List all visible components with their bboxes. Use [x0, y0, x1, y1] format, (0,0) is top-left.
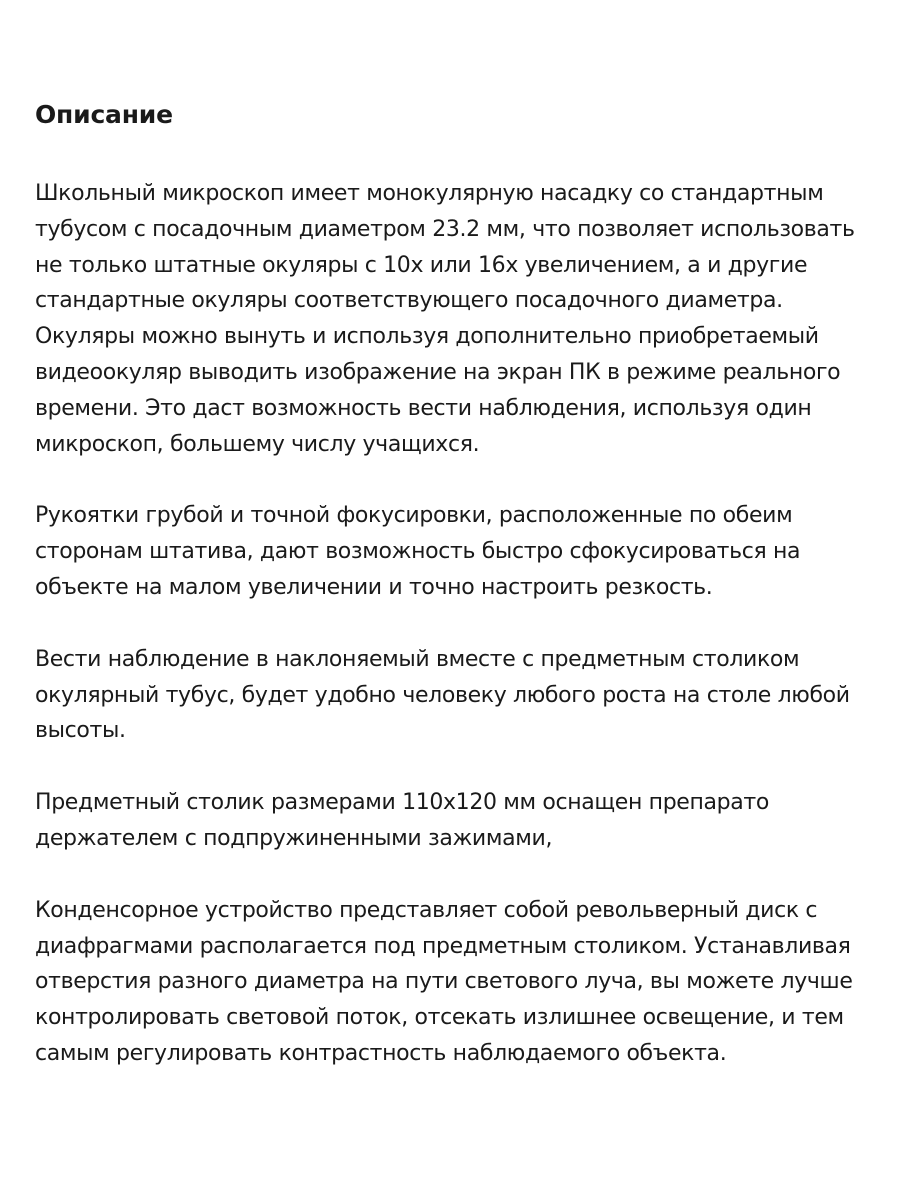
paragraph-condenser: Конденсорное устройство представляет собой револьверный диск с диафрагмами располагается под предметным столиком. Устанавливая отверстия разного диаметра на пути светового луча, вы можете лучше контролировать световой поток, отсекать излишнее освещение, и тем самым регулировать контрастность наблюдаемого объекта. — [35, 897, 853, 1066]
paragraph-eyepiece-tube: Школьный микроскоп имеет монокулярную насадку со стандартным тубусом с посадочным диаметром 23.2 мм, что позволяет использовать не только штатные окуляры с 10х или 16х увеличением, а и другие стандартные окуляры соответствующего посадочного диаметра. Окуляры можно вынуть и используя дополнительно приобретаемый видеоокуляр выводить изображение на экран ПК в режиме реального времени. Это даст возможность вести наблюдения, используя один микроскоп, большему числу учащихся. — [35, 181, 855, 457]
description-title: Описание — [35, 100, 173, 129]
paragraph-focusing-knobs: Рукоятки грубой и точной фокусировки, расположенные по обеим сторонам штатива, дают возможность быстро сфокусироваться на объекте на малом увеличении и точно настроить резкость. — [35, 503, 801, 600]
paragraph-tilting-tube: Вести наблюдение в наклоняемый вместе с предметным столиком окулярный тубус, будет удобно человеку любого роста на столе любой высоты. — [35, 646, 850, 744]
paragraph-specimen-stage: Предметный столик размерами 110х120 мм оснащен препарато держателем с подпружиненными зажимами, — [35, 790, 769, 851]
description-document — [35, 96, 875, 1072]
